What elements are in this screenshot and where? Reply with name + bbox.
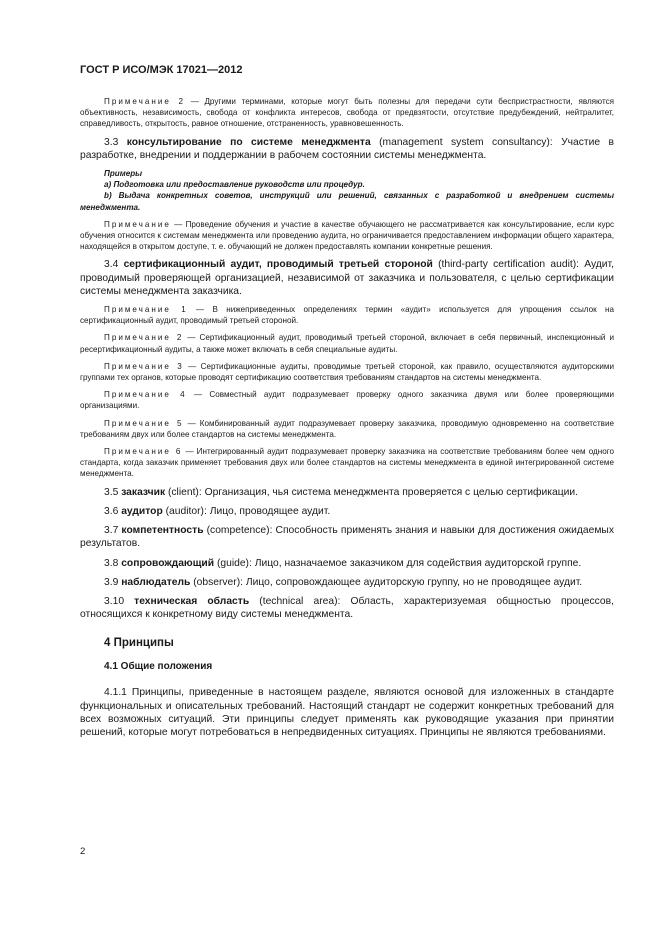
definition-text: (technical area): Область, характеризуемая общностью процессов, относящихся к конкретному виду системы менеджмента. bbox=[80, 595, 614, 621]
definition-term: консультирование по системе менеджмента bbox=[126, 136, 371, 148]
section-heading: 4 Принципы bbox=[104, 637, 174, 650]
definition-text: (observer): Лицо, сопровождающее аудиторскую группу, но не проводящее аудит. bbox=[190, 576, 583, 588]
note-top bbox=[80, 96, 614, 130]
note-3-4-3 bbox=[80, 361, 614, 383]
definition-number: 3.4 bbox=[104, 259, 119, 271]
definition-3-9 bbox=[80, 576, 614, 589]
definition-text: (auditor): Лицо, проводящее аудит. bbox=[162, 505, 331, 517]
note-text: — Другими терминами, которые могут быть полезны для передачи сути беспристрастности, являются объективность, независимость, свобода от конфликта интересов, свобода от предвзятости, отсутствие предубеждений, нейтралитет, справедливость, открытость, равное отношение, отстраненность, уравновешенность. bbox=[80, 97, 614, 129]
definition-term: аудитор bbox=[121, 505, 163, 517]
definition-3-8 bbox=[80, 557, 614, 570]
definition-number: 3.6 bbox=[104, 505, 119, 517]
example-b: b) Выдача конкретных советов, инструкций или решений, связанных с разработкой и внедрением системы менеджмента. bbox=[80, 191, 614, 212]
example-a: а) Подготовка или предоставление руководств или процедур. bbox=[104, 180, 365, 190]
subsection-heading: 4.1 Общие положения bbox=[104, 661, 213, 673]
definition-term: сертификационный аудит, проводимый третьей стороной bbox=[123, 259, 433, 271]
definition-text: (guide): Лицо, назначаемое заказчиком для содействия аудиторской группе. bbox=[214, 557, 582, 569]
note-3-4-4 bbox=[80, 389, 614, 411]
definition-number: 3.9 bbox=[104, 576, 119, 588]
note-3-4-6 bbox=[80, 446, 614, 480]
note-label: Примечание 3 bbox=[104, 361, 184, 371]
definition-text: (client): Организация, чья система менеджмента проверяется с целью сертификации. bbox=[165, 486, 578, 498]
definition-text: (management system consultancy): Участие в разработке, внедрении и поддержании в рабочем состоянии системы менеджмента. bbox=[80, 136, 614, 161]
note-text: — Сертификационные аудиты, проводимые третьей стороной, как правило, осуществляются аудиторскими группами тех органов, которые проводят сертификацию соответствия требованиям стандартов на системы менеджмента. bbox=[80, 361, 614, 383]
note-label: Примечание 5 bbox=[104, 418, 184, 428]
note-label: Примечание bbox=[104, 219, 171, 229]
definition-3-3 bbox=[80, 136, 614, 162]
definition-3-4 bbox=[80, 258, 614, 298]
note-label: Примечание 2 bbox=[104, 333, 184, 343]
definition-number: 3.8 bbox=[104, 557, 119, 569]
note-3-4-1 bbox=[80, 304, 614, 326]
definition-number: 3.7 bbox=[104, 525, 119, 537]
definition-3-6 bbox=[80, 505, 614, 518]
note-text: — Совместный аудит подразумевает проверку одного заказчика двумя или более проверяющими организациями. bbox=[80, 390, 614, 411]
note-label: Примечание 1 bbox=[104, 305, 188, 315]
note-text: — Проведение обучения и участие в качестве обучающего не рассматривается как консультирование, если курс обучения относится к системам менеджмента или проведению аудита, но ограничивается предоставлением информации общего характера, находящейся в открытом доступе, т. е. обучающий не должен предоставлять компании конкретные решения. bbox=[80, 219, 615, 252]
note-text: — В нижеприведенных определениях термин «аудит» используется для упрощения ссылок на сертификационный аудит, проводимый третьей стороной. bbox=[80, 305, 614, 326]
definition-term: техническая область bbox=[134, 595, 250, 607]
note-label: Примечание 4 bbox=[104, 390, 187, 400]
note-3-3 bbox=[80, 219, 614, 253]
note-text: — Сертификационный аудит, проводимый третьей стороной, включает в себя первичный, инспекционный и ресертификационный аудиты, а также может включать в себя специальные аудиты. bbox=[80, 333, 614, 354]
definition-term: компетентность bbox=[121, 525, 204, 537]
paragraph-4-1-1: 4.1.1 Принципы, приведенные в настоящем разделе, являются основой для изложенных в стандарте функциональных и описательных требований. Настоящий стандарт не содержит конкретных требований для всех возможных ситуаций. Эти принципы следует применять как руководящие указания при принятии решений, которые могут потребоваться в непредвиденных ситуациях. Принципы не являются требованиями. bbox=[80, 687, 614, 738]
definition-number: 3.3 bbox=[104, 136, 119, 148]
definition-term: наблюдатель bbox=[121, 576, 191, 588]
page-content bbox=[80, 96, 614, 745]
definition-term: сопровождающий bbox=[121, 557, 215, 569]
note-3-4-2 bbox=[80, 332, 614, 354]
definition-text: (competence): Способность применять знания и навыки для достижения ожидаемых результатов. bbox=[80, 525, 614, 550]
note-label: Примечание 2 bbox=[104, 97, 186, 106]
definition-3-5 bbox=[80, 486, 614, 499]
note-text: — Интегрированный аудит подразумевает проверку заказчика на соответствие требованиям более чем одного стандарта, когда заказчик применяет требования двух или более стандартов на системы менеджмента в единой интегрированной системе менеджмента. bbox=[80, 447, 614, 479]
examples-heading: Примеры bbox=[104, 169, 143, 179]
definition-number: 3.5 bbox=[104, 486, 119, 498]
note-3-4-5 bbox=[80, 418, 614, 440]
definition-3-10 bbox=[80, 595, 614, 621]
note-text: — Комбинированный аудит подразумевает проверку заказчика, проводимую одновременно на соответствие требованиям двух или более стандартов на системы менеджмента. bbox=[80, 418, 614, 439]
page-header: ГОСТ Р ИСО/МЭК 17021—2012 bbox=[80, 64, 243, 76]
definition-3-7 bbox=[80, 524, 614, 550]
definition-number: 3.10 bbox=[104, 595, 125, 607]
definition-text: (third-party certification audit): Аудит, проводимый проверяющей организацией, независимой от заказчика и пользователя, с целью сертификации системы менеджмента заказчика. bbox=[80, 259, 614, 297]
note-label: Примечание 6 bbox=[104, 447, 183, 457]
definition-term: заказчик bbox=[121, 486, 166, 498]
page-number: 2 bbox=[80, 846, 86, 857]
